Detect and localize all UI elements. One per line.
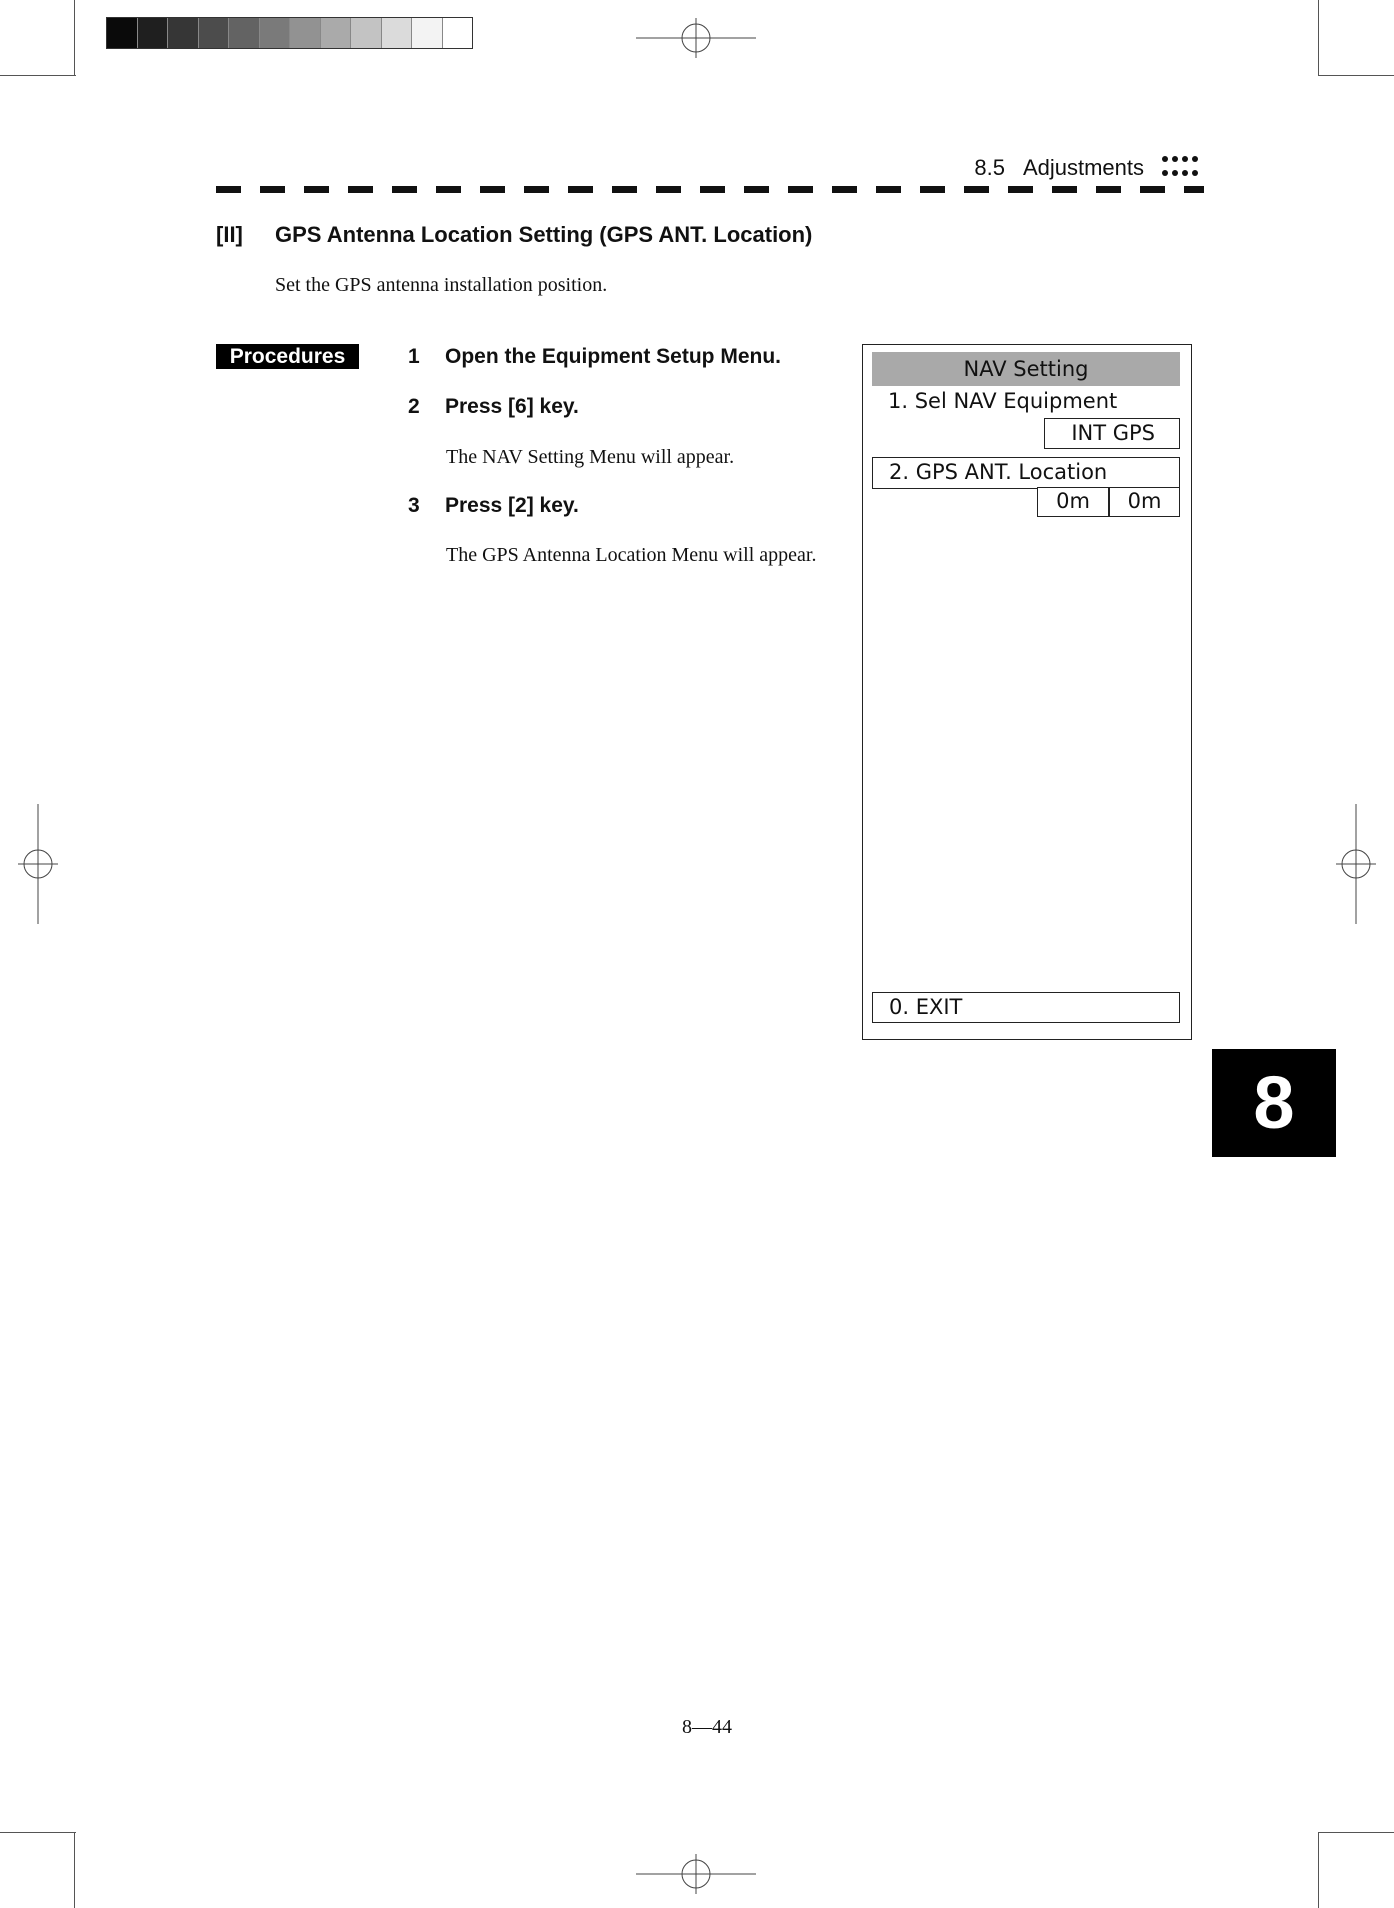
grayscale-swatch	[107, 18, 138, 48]
step-3-text: Press [2] key.	[445, 494, 579, 517]
step-3-number: 3	[408, 494, 420, 517]
section-header	[974, 155, 1144, 181]
crop-mark-bl-h	[0, 1832, 76, 1833]
grayscale-swatch	[412, 18, 443, 48]
step-2-text: Press [6] key.	[445, 395, 579, 418]
registration-mark-bottom	[636, 1854, 756, 1894]
registration-mark-top	[636, 18, 756, 58]
crop-mark-tr-v	[1318, 0, 1319, 76]
nav-menu-item-gps-ant-location[interactable]: 2. GPS ANT. Location	[872, 457, 1180, 489]
grayscale-swatch	[168, 18, 199, 48]
nav-menu-exit[interactable]: 0. EXIT	[872, 992, 1180, 1023]
grayscale-swatch	[260, 18, 291, 48]
nav-equipment-value[interactable]: INT GPS	[1044, 418, 1180, 449]
section-title: Adjustments	[1022, 155, 1144, 180]
step-1-text: Open the Equipment Setup Menu.	[445, 345, 781, 368]
grayscale-swatch	[138, 18, 169, 48]
grayscale-swatch	[321, 18, 352, 48]
crop-mark-tl-h	[0, 75, 76, 76]
step-1-number: 1	[408, 345, 420, 368]
header-dashed-rule	[216, 186, 1204, 193]
page-number: 8—44	[682, 1716, 732, 1738]
registration-mark-left	[18, 804, 58, 924]
crop-mark-br-v	[1318, 1832, 1319, 1908]
registration-mark-right	[1336, 804, 1376, 924]
nav-menu-item-sel-nav-equipment[interactable]: 1. Sel NAV Equipment	[888, 389, 1118, 413]
section-number: 8.5	[974, 155, 1005, 180]
subsection-marker: [II]	[216, 222, 243, 247]
nav-menu-title: NAV Setting	[872, 352, 1180, 386]
crop-mark-bl-v	[74, 1832, 75, 1908]
step-2-number: 2	[408, 395, 420, 418]
nav-setting-menu-screen	[862, 344, 1192, 1040]
grayscale-swatch	[382, 18, 413, 48]
subsection-description: Set the GPS antenna installation position.	[275, 274, 608, 296]
gps-ant-location-value-b[interactable]: 0m	[1109, 487, 1180, 517]
subsection-title: GPS Antenna Location Setting (GPS ANT. Location)	[275, 222, 813, 247]
grayscale-swatch	[229, 18, 260, 48]
gps-ant-location-value-a[interactable]: 0m	[1037, 487, 1109, 517]
step-3-note: The GPS Antenna Location Menu will appear.	[446, 544, 817, 566]
grayscale-calibration-bar	[106, 17, 473, 49]
crop-mark-tl-v	[74, 0, 75, 76]
grayscale-swatch	[290, 18, 321, 48]
procedures-badge: Procedures	[216, 344, 359, 369]
grayscale-swatch	[199, 18, 230, 48]
crop-mark-br-h	[1318, 1832, 1394, 1833]
grayscale-swatch	[351, 18, 382, 48]
header-dots-icon	[1162, 154, 1200, 180]
grayscale-swatch	[443, 18, 473, 48]
chapter-tab: 8	[1212, 1049, 1336, 1157]
step-2-note: The NAV Setting Menu will appear.	[446, 446, 735, 468]
crop-mark-tr-h	[1318, 75, 1394, 76]
